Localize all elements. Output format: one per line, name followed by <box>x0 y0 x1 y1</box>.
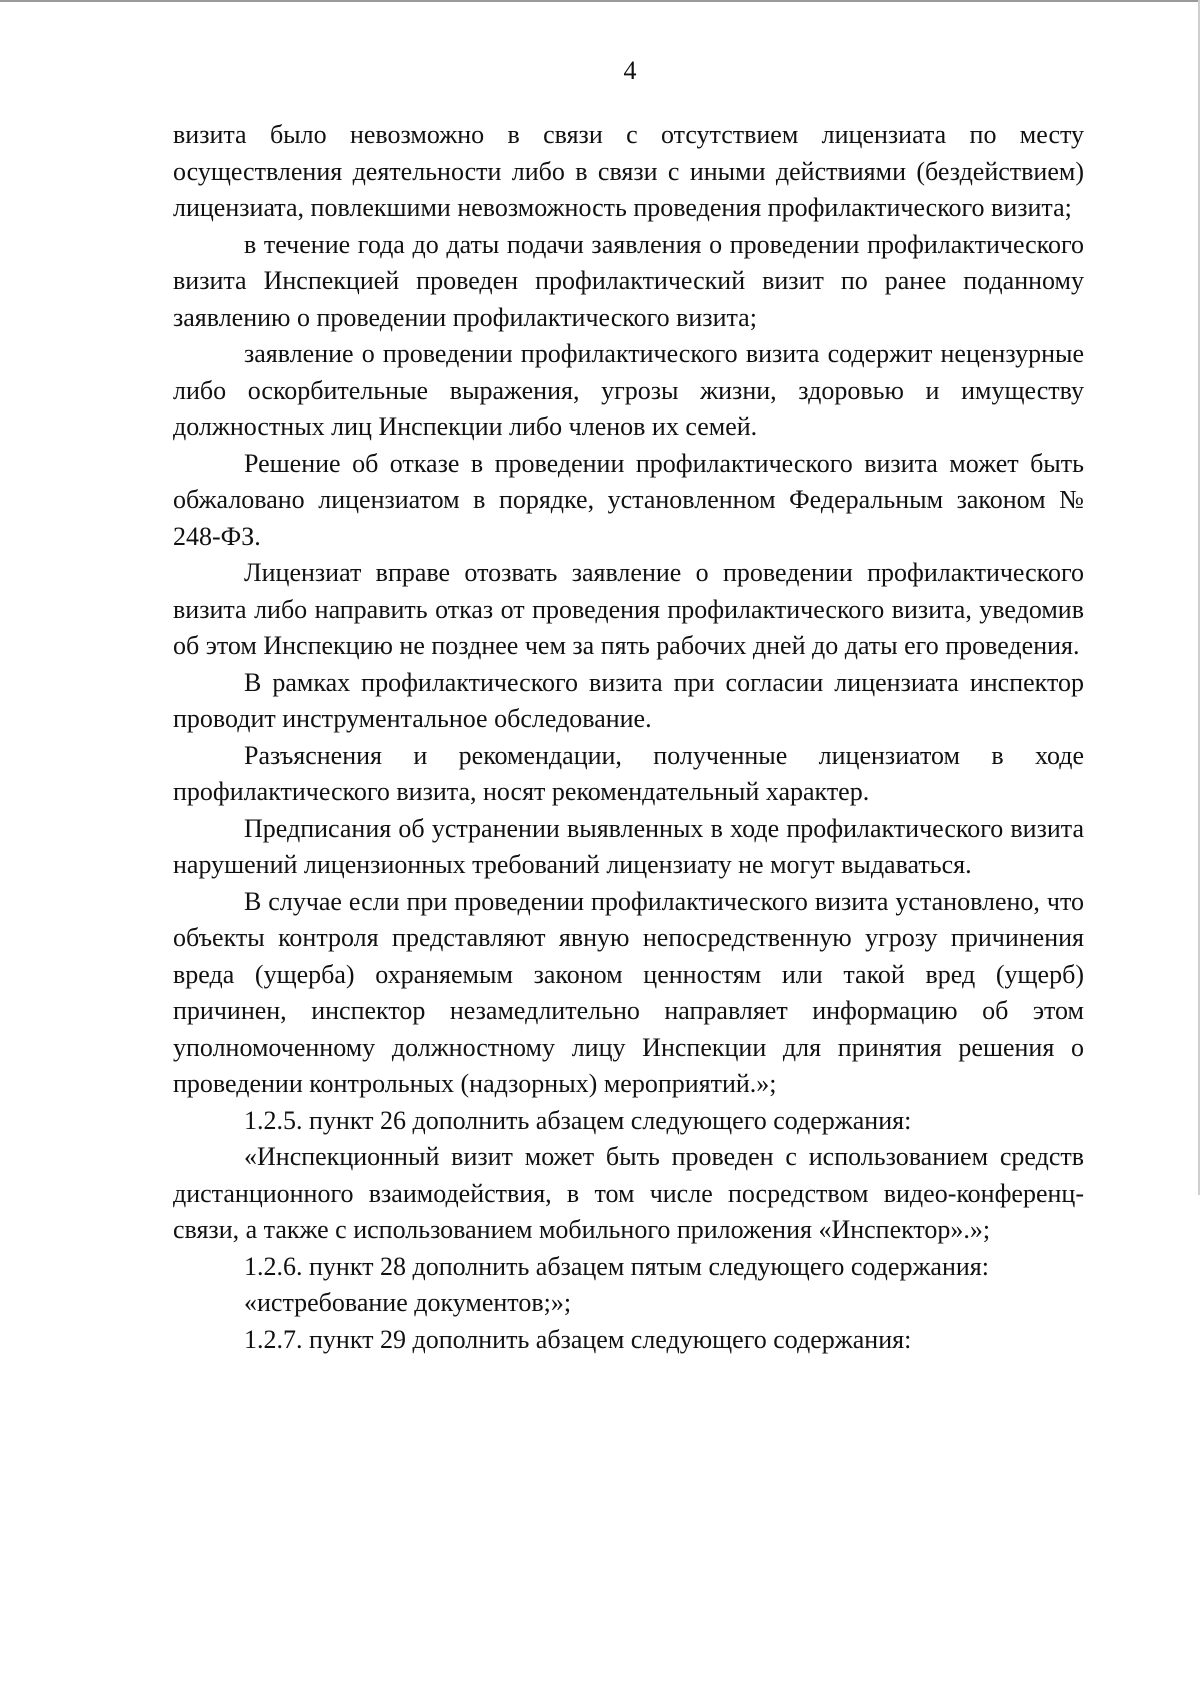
paragraph: «истребование документов;»; <box>244 1288 572 1317</box>
page-number: 4 <box>623 56 637 85</box>
paragraph: Лицензиат вправе отозвать заявление о проведении профилактического визита либо направить отказ от проведения профилактического визита, уведомив об этом Инспекцию не позднее чем за пять рабочих дней до даты его проведения. <box>173 558 1084 660</box>
paragraph: в течение года до даты подачи заявления о проведении профилактического визита Инспекцией проведен профилактический визит по ранее поданному заявлению о проведении профилактического визита; <box>173 229 1084 332</box>
paragraph: заявление о проведении профилактического визита содержит нецензурные либо оскорбительные выражения, угрозы жизни, здоровью и имуществу должностных лиц Инспекции либо членов их семей. <box>173 339 1084 441</box>
paragraph: Разъяснения и рекомендации, полученные лицензиатом в ходе профилактического визита, носят рекомендательный характер. <box>173 740 1084 806</box>
paragraph: «Инспекционный визит может быть проведен с использованием средств дистанционного взаимодействия, в том числе посредством видео-конференц-связи, а также с использованием мобильного приложения «Инспектор».»; <box>173 1142 1084 1244</box>
paragraph: В случае если при проведении профилактического визита установлено, что объекты контроля представляют явную непосредственную угрозу причинения вреда (ущерба) охраняемым законом ценностям или такой вред (ущерб) причинен, инспектор незамедлительно направляет информацию об этом уполномоченному должностному лицу Инспекции для принятия решения о проведении контрольных (надзорных) мероприятий.»; <box>173 886 1084 1098</box>
scan-top-edge <box>0 0 1200 2</box>
paragraph: 1.2.7. пункт 29 дополнить абзацем следующего содержания: <box>244 1324 912 1354</box>
paragraph: 1.2.5. пункт 26 дополнить абзацем следующего содержания: <box>244 1105 912 1135</box>
paragraph: 1.2.6. пункт 28 дополнить абзацем пятым следующего содержания: <box>244 1251 989 1281</box>
paragraph: Предписания об устранении выявленных в ходе профилактического визита нарушений лицензионных требований лицензиату не могут выдаваться. <box>173 813 1084 879</box>
document-body <box>173 117 1084 1358</box>
paragraph: В рамках профилактического визита при согласии лицензиата инспектор проводит инструментальное обследование. <box>173 667 1084 733</box>
paragraph-continuation: визита было невозможно в связи с отсутствием лицензиата по месту осуществления деятельности либо в связи с иными действиями (бездействием) лицензиата, повлекшими невозможность проведения профилактического визита; <box>173 120 1084 222</box>
paragraph: Решение об отказе в проведении профилактического визита может быть обжаловано лицензиатом в порядке, установленном Федеральным законом № 248-ФЗ. <box>173 448 1084 551</box>
